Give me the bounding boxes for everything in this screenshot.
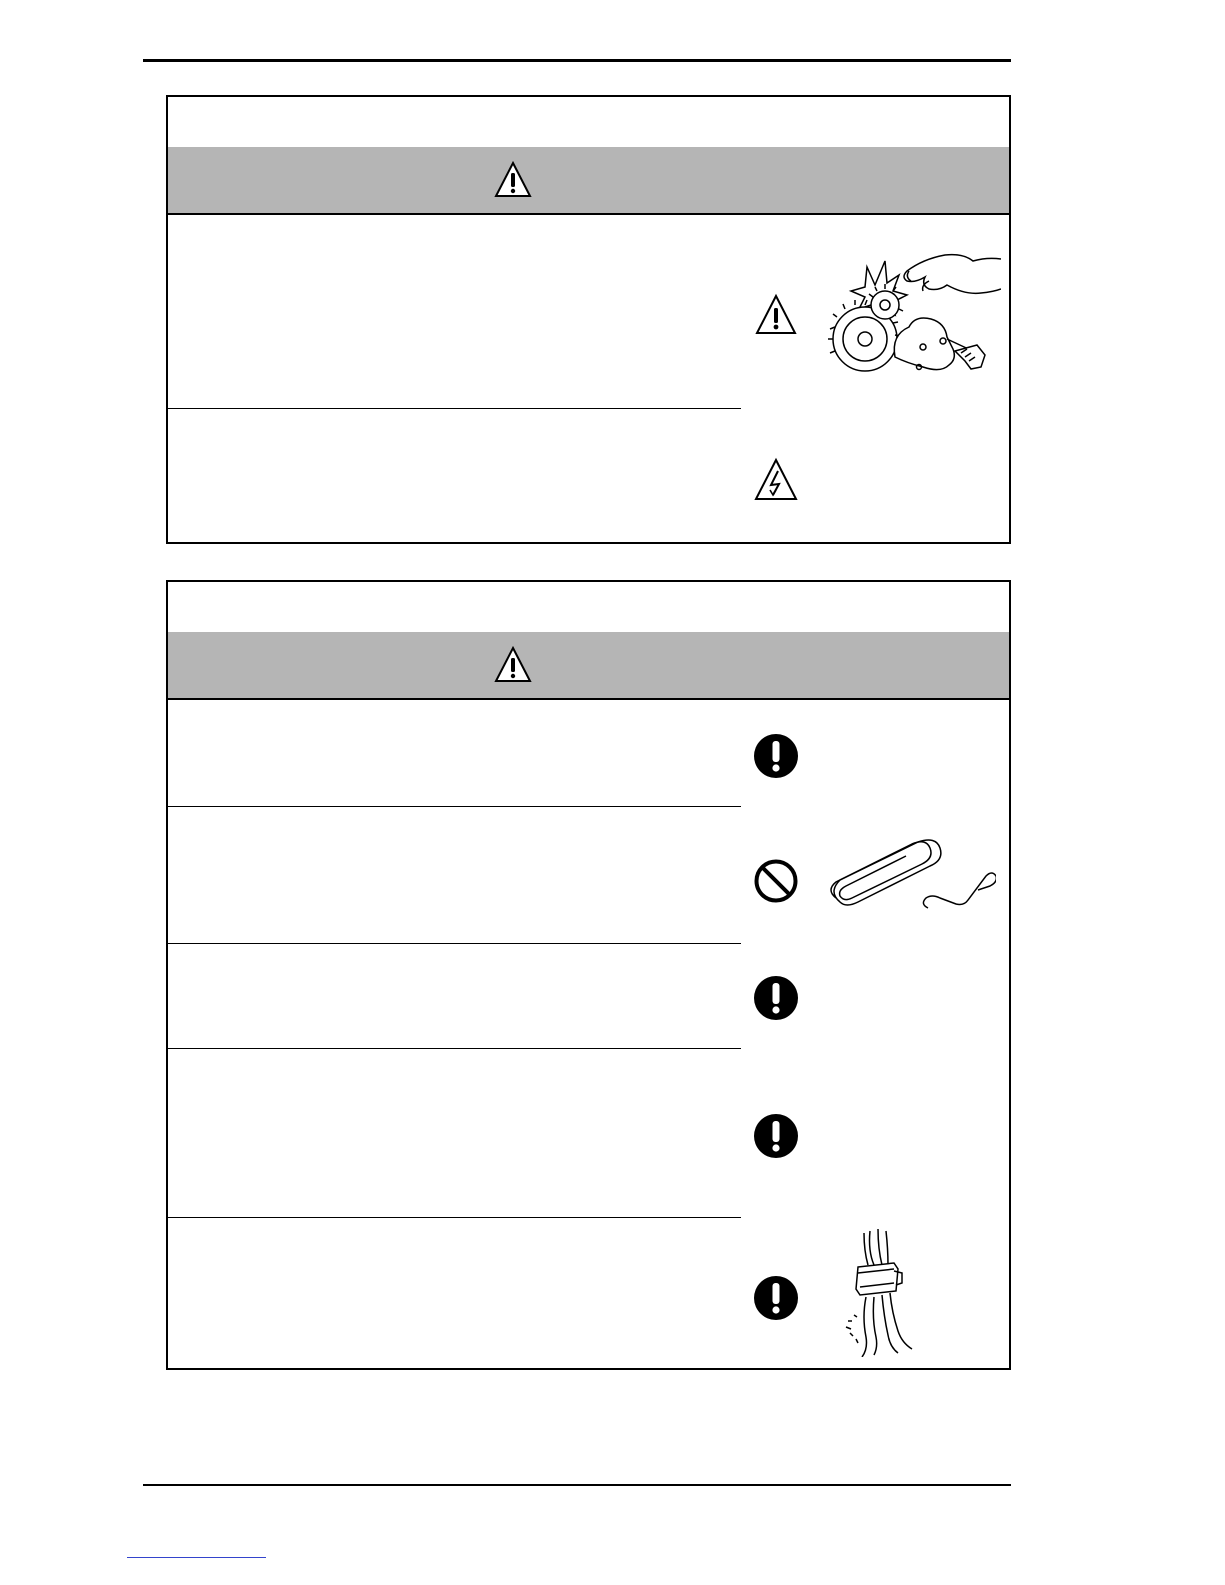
box-title-row bbox=[168, 582, 1009, 634]
row-divider bbox=[168, 806, 741, 807]
warning-band bbox=[168, 147, 1009, 215]
caution-triangle-icon bbox=[754, 293, 798, 337]
electric-shock-triangle-icon bbox=[753, 457, 799, 503]
row-divider bbox=[168, 1048, 741, 1049]
warning-triangle-icon bbox=[493, 645, 533, 685]
footer-rule bbox=[143, 1484, 1011, 1486]
warning-box-2 bbox=[166, 580, 1011, 1370]
row-divider bbox=[168, 1217, 741, 1218]
header-rule bbox=[143, 59, 1011, 62]
row-divider bbox=[168, 943, 741, 944]
mandatory-action-icon bbox=[753, 1275, 799, 1321]
warning-triangle-icon bbox=[493, 160, 533, 200]
paper-clip-illustration bbox=[824, 838, 996, 918]
wire-harness-illustration bbox=[840, 1227, 920, 1357]
warning-box-1 bbox=[166, 95, 1011, 544]
mandatory-action-icon bbox=[753, 733, 799, 779]
row-divider bbox=[168, 408, 741, 409]
box-title-row bbox=[168, 97, 1009, 149]
footer-link-underline[interactable] bbox=[127, 1557, 266, 1558]
prohibited-icon bbox=[753, 858, 799, 904]
gear-hand-screw-illustration bbox=[825, 247, 1001, 379]
mandatory-action-icon bbox=[753, 1113, 799, 1159]
mandatory-action-icon bbox=[753, 975, 799, 1021]
warning-band bbox=[168, 632, 1009, 700]
